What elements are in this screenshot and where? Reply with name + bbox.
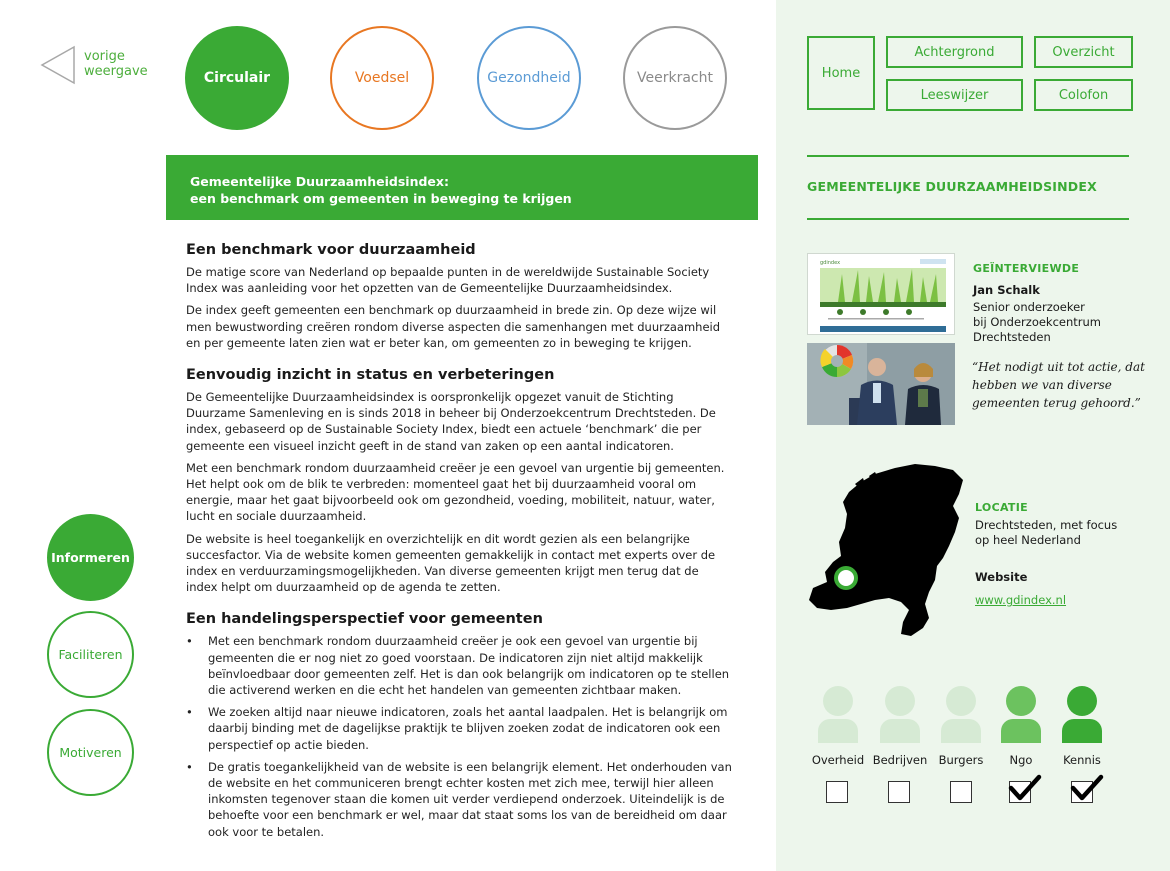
paragraph: De Gemeentelijke Duurzaamheidsindex is oorspronkelijk opgezet vanuit de Stichting Duurzame Samenleving en is sinds 2018 in beheer bij Onderzoekcentrum Drechtsteden. De index, gebaseerd op de Sustainable Society Index, biedt een actuele ‘benchmark’ die per gemeente een visueel inzicht geeft in de stand van zaken op een aantal indicatoren. [186,390,716,453]
nav-home-button[interactable] [807,36,875,110]
theme-label: Circulair [203,70,271,86]
checkbox-ngo[interactable] [1009,781,1031,803]
section-heading: Een handelingsperspectief voor gemeenten [186,611,543,628]
nav-overzicht-button[interactable] [1034,36,1133,68]
persona-kennis-icon [1062,686,1102,743]
nav-colofon-button[interactable] [1034,79,1133,111]
bullet-list [186,633,732,839]
audience-label-burgers: Burgers [938,753,984,767]
page-title-line2: een benchmark om gemeenten in beweging te krijgen [190,191,572,206]
checkbox-burgers[interactable] [950,781,972,803]
nav-leeswijzer-button[interactable] [886,79,1023,111]
interviewee-name: Jan Schalk [973,283,1040,297]
checkbox-kennis[interactable] [1071,781,1093,803]
side-label: Motiveren [59,745,122,760]
audience-label-kennis: Kennis [1063,753,1101,767]
netherlands-map-icon [803,462,969,646]
side-motiveren[interactable] [47,709,134,796]
back-button[interactable] [40,45,154,85]
location-text-2: op heel Nederland [975,533,1081,547]
side-label: Informeren [51,550,130,565]
section-benchmark [186,240,732,351]
section-inzicht [186,365,732,595]
back-label: vorige weergave [84,49,148,79]
interviewee-role-2: bij Onderzoekcentrum [973,315,1102,329]
main-content [186,240,732,846]
list-item-text: We zoeken altijd naar nieuwe indicatoren, zoals het aantal laadpalen. Het is belangrijk om daarbij binding met de dagelijkse praktijk te blijven zoeken zodat de indicatoren ook een perspectief op actie bieden. [208,705,728,752]
location-block [975,501,1117,608]
theme-label: Veerkracht [637,70,713,86]
paragraph: De matige score van Nederland op bepaalde punten in de wereldwijde Sustainable Society Index was aanleiding voor het opzetten van de Gemeentelijke Duurzaamheidsindex. [186,265,710,296]
divider [807,218,1129,220]
persona-burgers-icon [941,686,981,743]
list-item-text: De gratis toegankelijkheid van de website is een belangrijk element. Het onderhouden van de website en het communiceren brengt echter kosten met zich mee, terwijl hier alleen inkomsten tegenover staan die komen uit verder verdiepend onderzoek. Uiteindelijk is de behoefte voor een benchmark er wel, maar dat staat soms los van de bereidheid om daar ook voor te betalen. [208,759,732,839]
persona-overheid-icon [818,686,858,743]
nav-achtergrond-button[interactable] [886,36,1023,68]
list-item-text: Met een benchmark rondom duurzaamheid creëer je ook een gevoel van urgentie bij gemeenten die er nog niet zo goed voorstaan. De indicatoren zijn niet altijd makkelijk beïnvloedbaar door gemeenten zelf. Het is dan ook belangrijk om indicatoren op te stellen die activerend werken en die echt het handelen van gemeenten zichtbaar maken. [208,634,730,698]
side-label: Faciliteren [58,647,123,662]
checkmark-icon [1008,772,1042,804]
list-item [186,704,732,753]
interviewee-block [973,262,1101,345]
interviewee-label: GEÏNTERVIEWDE [973,262,1080,275]
checkbox-overheid[interactable] [826,781,848,803]
interviewee-role-3: Drechtsteden [973,330,1051,344]
side-faciliteren[interactable] [47,611,134,698]
theme-circulair[interactable] [185,26,289,130]
location-text-1: Drechtsteden, met focus [975,518,1118,532]
nav-label: Home [821,65,861,81]
nav-label: Achtergrond [914,44,995,60]
theme-gezondheid[interactable] [477,26,581,130]
list-item [186,633,732,698]
website-label: Website [975,570,1028,584]
interviewee-role-1: Senior onderzoeker [973,300,1085,314]
bullet-icon: • [186,705,193,720]
triangle-left-icon [40,45,76,85]
persona-ngo-icon [1001,686,1041,743]
paragraph: Met een benchmark rondom duurzaamheid creëer je een gevoel van urgentie bij gemeenten. Het helpt ook om de blik te verbreden: momenteel gaat het bij duurzaamheid vooral om energie, maar het gaat bijvoorbeeld ook om gezondheid, voeding, mobiliteit, natuur, water, lucht en sociale duurzaamheid. [186,460,725,524]
persona-bedrijven-icon [880,686,920,743]
list-item [186,759,732,840]
page-title-bar [166,155,758,220]
interview-quote: “Het nodigt uit tot actie, dat hebben we van diverse gemeenten terug gehoord.” [972,360,1145,410]
location-label: LOCATIE [975,501,1028,514]
right-title: GEMEENTELIJKE DUURZAAMHEIDSINDEX [807,179,1097,194]
website-link[interactable]: www.gdindex.nl [975,593,1067,607]
checkmark-icon [1070,772,1104,804]
audience-label-ngo: Ngo [1009,753,1033,767]
website-screenshot-image [807,253,955,335]
screenshot-brand: gdindex [820,260,841,266]
interview-photo [807,343,955,425]
bullet-icon: • [186,634,193,649]
audience-label-bedrijven: Bedrijven [872,753,928,767]
page-title-line1: Gemeentelijke Duurzaamheidsindex: [190,174,449,189]
theme-label: Voedsel [354,70,410,86]
audience-label-overheid: Overheid [811,753,865,767]
nav-label: Colofon [1058,87,1109,103]
theme-voedsel[interactable] [330,26,434,130]
nav-label: Leeswijzer [920,87,989,103]
section-heading: Een benchmark voor duurzaamheid [186,242,476,258]
section-heading: Eenvoudig inzicht in status en verbeteringen [186,367,555,384]
theme-label: Gezondheid [487,70,571,86]
side-informeren[interactable] [47,514,134,601]
paragraph: De index geeft gemeenten een benchmark op duurzaamheid in brede zin. Op deze wijze wil men bewustwording creëren rondom diverse aspecten die samenhangen met duurzaamheid en per gemeente laten zien wat er beter kan, om gemeenten zo in beweging te krijgen. [186,303,721,350]
checkbox-bedrijven[interactable] [888,781,910,803]
section-handelingsperspectief [186,609,732,839]
paragraph: De website is heel toegankelijk en overzichtelijk en dit wordt gezien als een belangrijke succesfactor. Via de website komen gemeenten gemakkelijk in contact met experts over de index en verduurzamingsmogelijkheden. Van diverse gemeenten krijgt men terug dat de index helpt om duurzaamheid op de agenda te zetten. [186,531,716,595]
bullet-icon: • [186,759,193,774]
divider [807,155,1129,157]
theme-veerkracht[interactable] [623,26,727,130]
nav-label: Overzicht [1052,44,1115,60]
